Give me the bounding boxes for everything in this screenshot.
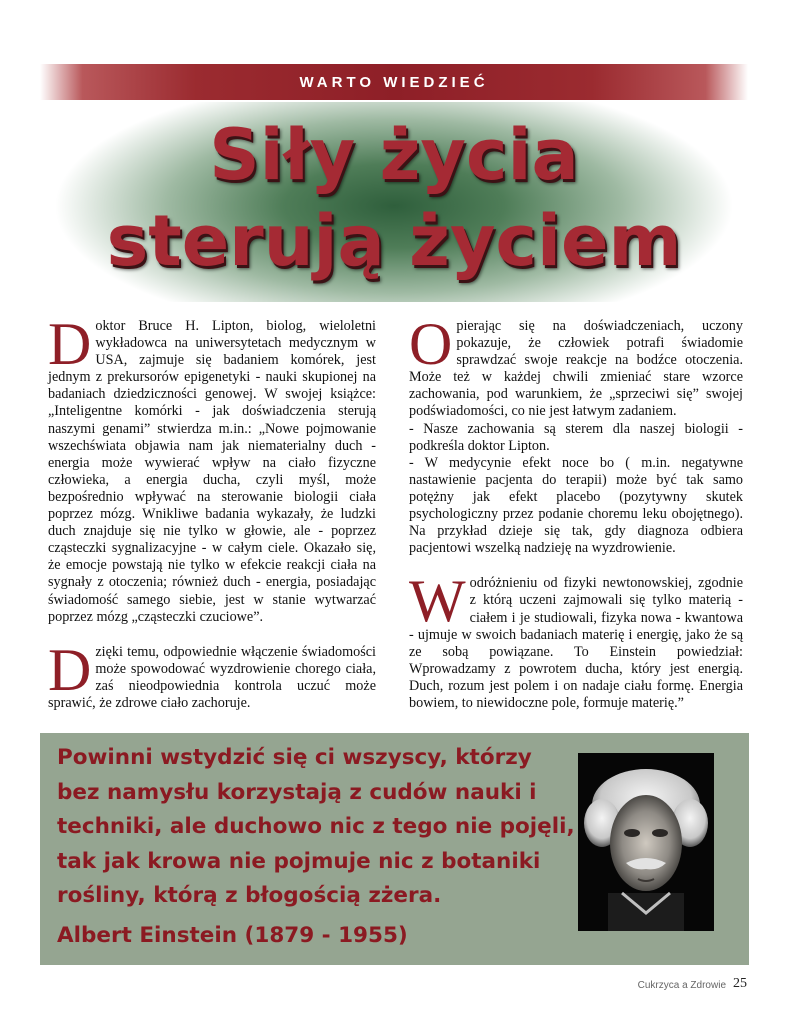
paragraph [409, 311, 743, 557]
paragraph-text: zięki temu, odpowiednie włączenie świadomości może spowodować wyzdrowienie chorego ciała, zaś nieodpowiednia kontrola uczuć może sprawić, że zdrowe ciało zachoruje. [48, 643, 376, 711]
publication-name: Cukrzyca a Zdrowie [637, 980, 726, 991]
paragraph-text: pierając się na doświadczeniach, uczony pokazuje, że człowiek potrafi świadomie sprawdzać swoje reakcje na bodźce otoczenia. Może też w każdej chwili zmieniać stare wzorce zachowania, pod warunkiem, że „sprzeciwi się” swojej podświadomości, co nie jest łatwym zadaniem. [409, 318, 743, 420]
drop-cap: D [48, 311, 92, 377]
paragraph [409, 568, 743, 712]
section-header-bar [40, 64, 748, 100]
author-photo [578, 753, 714, 931]
title-line-2: sterują życiem [106, 200, 682, 282]
portrait-image [578, 753, 714, 931]
quote-author: Albert Einstein (1879 - 1955) [57, 923, 408, 948]
quote-text: Powinni wstydzić się ci wszyscy, którzy bez namysłu korzystają z cudów nauki i techniki, ale duchowo nic z tego nie pojęli, tak jak krowa nie pojmuje nic z botaniki rośliny, którą z błogością zżera. [57, 745, 575, 908]
article-title [40, 102, 748, 302]
right-column [409, 311, 743, 730]
paragraph-text: oktor Bruce H. Lipton, biolog, wieloletni wykładowca na uniwersytetach medycznym w USA, zajmuje się badaniem komórek, jest jednym z prekursorów epigenetyki - nauki skupionej na badaniach dziedziczności genowej. W swojej książce: „Inteligentne komórki - jak doświadczenia sterują naszymi genami” stwierdza m.in.: „Nowe pojmowanie wszechświata objawia nam jak niematerialny duch - energia może wywierać wpływ na ciało fizyczne człowieka, a energia ducha, czyli myśl, może bezpośrednio wpływać na sterowanie biologii ciała poprzez mózg. Wnikliwe badania wykazały, że ludzki duch znajduje się nie tylko w głowie, ale - poprzez cząsteczki sygnalizacyjne - w całym ciele. Okazało się, że emocje powstają nie tylko w efekcie reakcji ciała na sygnały z otoczenia; również duch - energia, posiadając świadomość samego siebie, jest w stanie wytwarzać poprzez mózg „cząsteczki czuciowe”. [48, 318, 376, 625]
paragraph-line: - W medycynie efekt noce bo ( m.in. negatywne nastawienie pacjenta do terapii) może być tak samo potężny jak efekt placebo (pozytywny skutek psychologiczny przez podanie choremu leku obojętnego). Na przykład dzieje się tak, gdy diagnoza odbiera pacjentowi wszelką nadzieję na wyzdrowienie. [409, 454, 743, 557]
drop-cap: W [409, 568, 466, 635]
quote-box [40, 733, 749, 965]
drop-cap: D [48, 636, 92, 703]
paragraph [48, 311, 376, 626]
paragraph-text: odróżnieniu od fizyki newtonowskiej, zgodnie z którą uczeni zajmowali się tylko materią - ciałem i je studiowali, fizyka nowa - kwantowa - ujmuje w swoich badaniach materię i energię, jako że są ze sobą powiązane. To Einstein powiedział: Wprowadzamy z powrotem ducha, który jest energią. Duch, rozum jest polem i on nadaje ciału formę. Energia bowiem, to niewidoczne pole, formuje materię.” [409, 575, 743, 711]
page-number: 25 [733, 976, 747, 991]
paragraph [48, 636, 376, 712]
left-column [48, 311, 376, 730]
section-label: WARTO WIEDZIEĆ [299, 73, 489, 91]
title-line-1: Siły życia [209, 114, 579, 196]
drop-cap: O [409, 311, 453, 377]
paragraph-line: - Nasze zachowania są sterem dla naszej biologii - podkreśla doktor Lipton. [409, 420, 743, 454]
